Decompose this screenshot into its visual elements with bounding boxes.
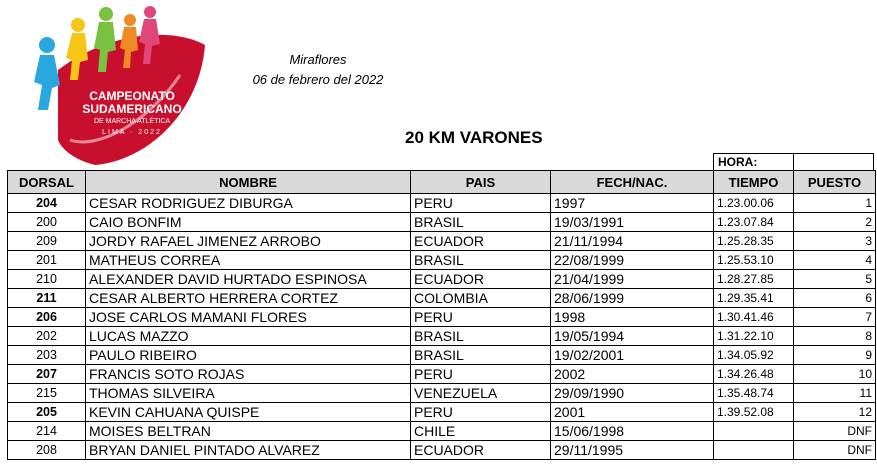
table-row	[8, 422, 876, 441]
fecha-cell: 28/06/1999	[551, 289, 714, 308]
table-header-row	[8, 171, 876, 194]
table-row	[8, 441, 876, 460]
fecha-cell: 21/04/1999	[551, 270, 714, 289]
dorsal-cell: 202	[8, 327, 86, 346]
nombre-cell: JORDY RAFAEL JIMENEZ ARROBO	[86, 232, 411, 251]
tiempo-cell: 1.34.05.92	[714, 346, 794, 365]
puesto-cell: DNF	[794, 441, 876, 460]
table-row	[8, 270, 876, 289]
pais-cell: CHILE	[411, 422, 551, 441]
nombre-cell: PAULO RIBEIRO	[86, 346, 411, 365]
puesto-cell: 11	[794, 384, 876, 403]
table-row	[8, 251, 876, 270]
col-fecha: FECH/NAC.	[551, 171, 714, 194]
nombre-cell: KEVIN CAHUANA QUISPE	[86, 403, 411, 422]
pais-cell: BRASIL	[411, 251, 551, 270]
pais-cell: VENEZUELA	[411, 384, 551, 403]
tiempo-cell: 1.25.53.10	[714, 251, 794, 270]
col-nombre: NOMBRE	[86, 171, 411, 194]
pais-cell: BRASIL	[411, 327, 551, 346]
dorsal-cell: 214	[8, 422, 86, 441]
fecha-cell: 15/06/1998	[551, 422, 714, 441]
logo-line1: CAMPEONATO	[89, 89, 175, 103]
nombre-cell: MOISES BELTRAN	[86, 422, 411, 441]
nombre-cell: FRANCIS SOTO ROJAS	[86, 365, 411, 384]
pais-cell: BRASIL	[411, 213, 551, 232]
puesto-cell: 4	[794, 251, 876, 270]
place-text: Miraflores	[289, 52, 347, 67]
tiempo-cell: 1.28.27.85	[714, 270, 794, 289]
pais-cell: PERU	[411, 365, 551, 384]
dorsal-cell: 205	[8, 403, 86, 422]
dorsal-cell: 210	[8, 270, 86, 289]
fecha-cell: 22/08/1999	[551, 251, 714, 270]
table-row	[8, 232, 876, 251]
nombre-cell: CAIO BONFIM	[86, 213, 411, 232]
logo-line2: SUDAMERICANO	[82, 102, 182, 116]
tiempo-cell: 1.23.07.84	[714, 213, 794, 232]
logo-line3: DE MARCHA ATLÉTICA	[93, 118, 171, 125]
col-puesto: PUESTO	[794, 171, 876, 194]
event-place-date	[248, 50, 388, 90]
table-row	[8, 384, 876, 403]
col-dorsal: DORSAL	[8, 171, 86, 194]
table-row	[8, 289, 876, 308]
nombre-cell: THOMAS SILVEIRA	[86, 384, 411, 403]
date-text: 06 de febrero del 2022	[252, 72, 384, 87]
nombre-cell: JOSE CARLOS MAMANI FLORES	[86, 308, 411, 327]
tiempo-cell: 1.29.35.41	[714, 289, 794, 308]
dorsal-cell: 203	[8, 346, 86, 365]
table-row	[8, 308, 876, 327]
table-row	[8, 327, 876, 346]
pais-cell: COLOMBIA	[411, 289, 551, 308]
logo-line4: LIMA · 2022	[102, 129, 162, 136]
table-row	[8, 365, 876, 384]
fecha-cell: 21/11/1994	[551, 232, 714, 251]
tiempo-cell	[714, 422, 794, 441]
tiempo-cell: 1.30.41.46	[714, 308, 794, 327]
table-row	[8, 213, 876, 232]
dorsal-cell: 201	[8, 251, 86, 270]
nombre-cell: LUCAS MAZZO	[86, 327, 411, 346]
fecha-cell: 19/02/2001	[551, 346, 714, 365]
pais-cell: PERU	[411, 194, 551, 213]
pais-cell: PERU	[411, 403, 551, 422]
puesto-cell: DNF	[794, 422, 876, 441]
table-row	[8, 194, 876, 213]
puesto-cell: 1	[794, 194, 876, 213]
puesto-cell: 7	[794, 308, 876, 327]
puesto-cell: 9	[794, 346, 876, 365]
dorsal-cell: 204	[8, 194, 86, 213]
dorsal-cell: 215	[8, 384, 86, 403]
dorsal-cell: 208	[8, 441, 86, 460]
col-tiempo: TIEMPO	[714, 171, 794, 194]
dorsal-cell: 211	[8, 289, 86, 308]
puesto-cell: 10	[794, 365, 876, 384]
puesto-cell: 5	[794, 270, 876, 289]
nombre-cell: MATHEUS CORREA	[86, 251, 411, 270]
pais-cell: PERU	[411, 308, 551, 327]
dorsal-cell: 206	[8, 308, 86, 327]
nombre-cell: ALEXANDER DAVID HURTADO ESPINOSA	[86, 270, 411, 289]
nombre-cell: CESAR RODRIGUEZ DIBURGA	[86, 194, 411, 213]
pais-cell: BRASIL	[411, 346, 551, 365]
fecha-cell: 29/11/1995	[551, 441, 714, 460]
tiempo-cell: 1.25.28.35	[714, 232, 794, 251]
puesto-cell: 12	[794, 403, 876, 422]
table-row	[8, 403, 876, 422]
pais-cell: ECUADOR	[411, 441, 551, 460]
championship-logo	[0, 0, 215, 170]
fecha-cell: 19/03/1991	[551, 213, 714, 232]
nombre-cell: CESAR ALBERTO HERRERA CORTEZ	[86, 289, 411, 308]
table-row	[8, 346, 876, 365]
fecha-cell: 2002	[551, 365, 714, 384]
fecha-cell: 1997	[551, 194, 714, 213]
tiempo-cell: 1.39.52.08	[714, 403, 794, 422]
puesto-cell: 6	[794, 289, 876, 308]
tiempo-cell	[714, 441, 794, 460]
col-pais: PAIS	[411, 171, 551, 194]
tiempo-cell: 1.23.00.06	[714, 194, 794, 213]
dorsal-cell: 209	[8, 232, 86, 251]
fecha-cell: 29/09/1990	[551, 384, 714, 403]
dorsal-cell: 207	[8, 365, 86, 384]
fecha-cell: 19/05/1994	[551, 327, 714, 346]
tiempo-cell: 1.35.48.74	[714, 384, 794, 403]
puesto-cell: 3	[794, 232, 876, 251]
tiempo-cell: 1.34.26.48	[714, 365, 794, 384]
race-title: 20 KM VARONES	[405, 128, 543, 147]
pais-cell: ECUADOR	[411, 232, 551, 251]
puesto-cell: 2	[794, 213, 876, 232]
fecha-cell: 1998	[551, 308, 714, 327]
dorsal-cell: 200	[8, 213, 86, 232]
puesto-cell: 8	[794, 327, 876, 346]
hora-box	[713, 153, 874, 170]
pais-cell: ECUADOR	[411, 270, 551, 289]
fecha-cell: 2001	[551, 403, 714, 422]
nombre-cell: BRYAN DANIEL PINTADO ALVAREZ	[86, 441, 411, 460]
hora-label: HORA:	[714, 154, 794, 170]
tiempo-cell: 1.31.22.10	[714, 327, 794, 346]
results-table	[7, 170, 876, 460]
